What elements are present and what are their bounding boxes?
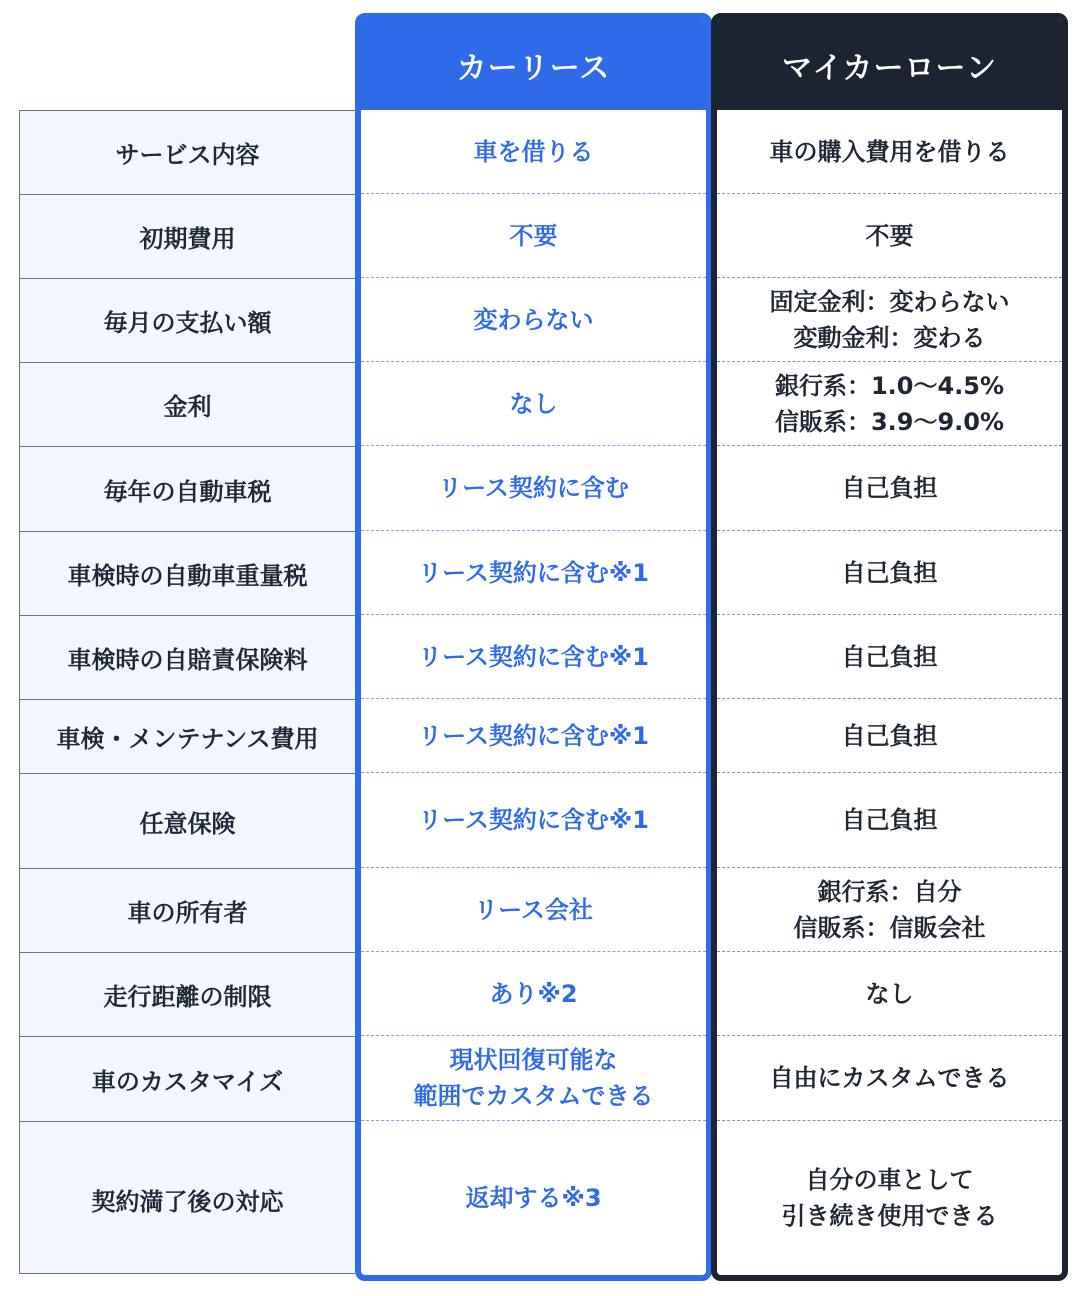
car-loan-cell: 固定金利：変わらない 変動金利：変わる bbox=[717, 278, 1062, 362]
row-label: 車検時の自賠責保険料 bbox=[20, 616, 355, 700]
row-label: 車検・メンテナンス費用 bbox=[20, 700, 355, 774]
row-label: 金利 bbox=[20, 363, 355, 447]
car-loan-cell: 自分の車として 引き続き使用できる bbox=[781, 1166, 998, 1230]
row-label: 任意保険 bbox=[20, 774, 355, 869]
row-label: サービス内容 bbox=[20, 111, 355, 195]
car-lease-cell: リース契約に含む※1 bbox=[361, 773, 706, 868]
row-label: 契約満了後の対応 bbox=[91, 1187, 284, 1216]
row-label: 車の所有者 bbox=[20, 869, 355, 953]
car-loan-column bbox=[711, 13, 1068, 1281]
row-label: 初期費用 bbox=[20, 195, 355, 279]
car-loan-cell: なし bbox=[717, 952, 1062, 1036]
car-lease-cell: リース契約に含む※1 bbox=[361, 615, 706, 699]
row-label: 毎月の支払い額 bbox=[20, 279, 355, 363]
car-lease-cell: 車を借りる bbox=[361, 110, 706, 194]
car-lease-cell: リース会社 bbox=[361, 868, 706, 952]
row-label: 車検時の自動車重量税 bbox=[20, 532, 355, 616]
car-loan-cell: 銀行系：自分 信販系：信販会社 bbox=[717, 868, 1062, 952]
car-lease-cell: 返却する※3 bbox=[465, 1184, 602, 1212]
car-lease-cell: リース契約に含む bbox=[361, 446, 706, 531]
car-loan-cell: 不要 bbox=[717, 194, 1062, 278]
car-lease-cell: 不要 bbox=[361, 194, 706, 278]
row-label: 車のカスタマイズ bbox=[20, 1037, 355, 1122]
row-label-column bbox=[19, 110, 355, 1274]
car-lease-cell: 変わらない bbox=[361, 278, 706, 362]
car-loan-cell: 自己負担 bbox=[717, 773, 1062, 868]
car-loan-cell: 自己負担 bbox=[717, 446, 1062, 531]
car-loan-cell: 自由にカスタムできる bbox=[717, 1036, 1062, 1121]
car-lease-cell: リース契約に含む※1 bbox=[361, 699, 706, 773]
car-lease-cell: リース契約に含む※1 bbox=[361, 531, 706, 615]
car-loan-cell: 自己負担 bbox=[717, 699, 1062, 773]
car-lease-cell: あり※2 bbox=[361, 952, 706, 1036]
car-loan-cell: 車の購入費用を借りる bbox=[717, 110, 1062, 194]
car-loan-cell: 自己負担 bbox=[717, 531, 1062, 615]
car-lease-cell: なし bbox=[361, 362, 706, 446]
car-loan-cell: 自己負担 bbox=[717, 615, 1062, 699]
car-lease-cell: 現状回復可能な 範囲でカスタムできる bbox=[361, 1036, 706, 1121]
row-label: 走行距離の制限 bbox=[20, 953, 355, 1037]
car-loan-cell: 銀行系：1.0〜4.5% 信販系：3.9〜9.0% bbox=[717, 362, 1062, 446]
car-loan-header: マイカーローン bbox=[717, 19, 1062, 110]
car-lease-header: カーリース bbox=[361, 19, 706, 110]
car-lease-column bbox=[355, 13, 712, 1281]
row-label: 毎年の自動車税 bbox=[20, 447, 355, 532]
